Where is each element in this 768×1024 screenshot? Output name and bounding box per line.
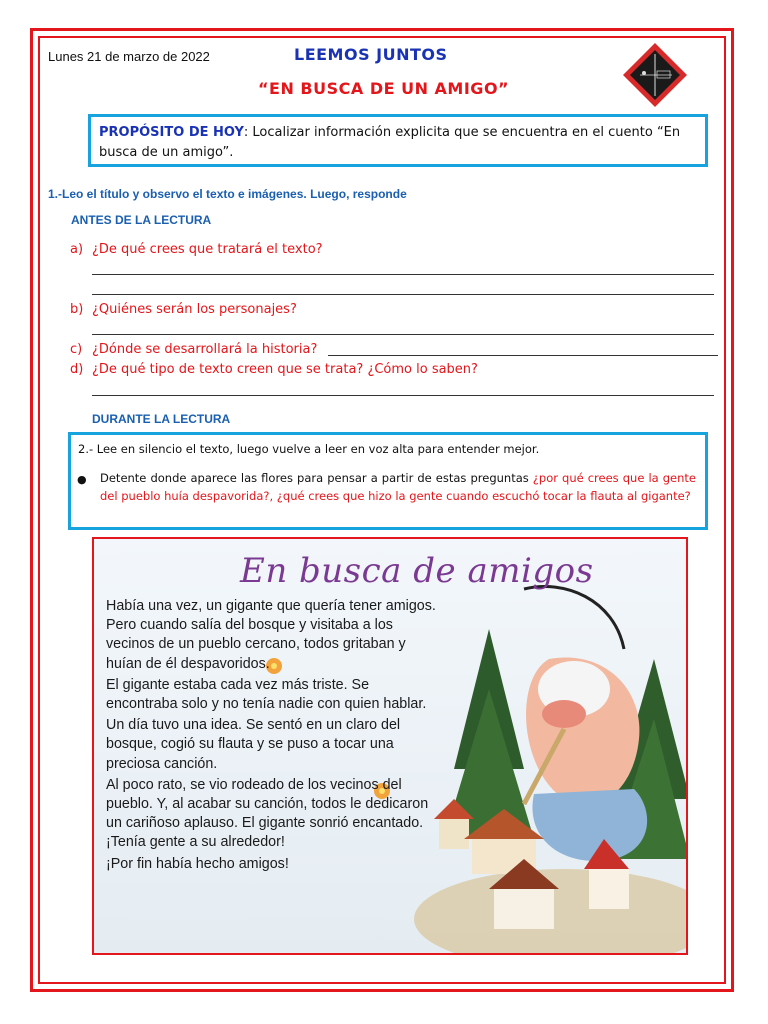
before-reading-heading: ANTES DE LA LECTURA	[71, 213, 212, 227]
story-paragraph: El gigante estaba cada vez más triste. Se encontraba solo y no tenía nadie con quien hablar.	[106, 676, 427, 713]
answer-line[interactable]	[92, 334, 714, 335]
story-paragraph: Al poco rato, se vio rodeado de los vecinos del pueblo. Y, al acabar su canción, todos le dedicaron un cariñoso aplauso. El gigante sonrió encantado. ¡Tenía gente a su alrededor!	[106, 776, 429, 851]
bullet-questions: ¿por qué crees que la gente del pueblo huía despavorida?, ¿qué crees que hizo la gente cuando escuchó tocar la flauta al gigante?	[100, 471, 696, 503]
step2-instruction: 2.- Lee en silencio el texto, luego vuelve a leer en voz alta para entender mejor.	[78, 442, 540, 456]
bullet-icon: ●	[77, 473, 87, 486]
story-title: En busca de amigos	[240, 551, 594, 591]
question-marker: a)	[70, 242, 84, 257]
question-marker: d)	[70, 362, 84, 377]
page-title: LEEMOS JUNTOS	[294, 45, 448, 64]
question-text: ¿Quiénes serán los personajes?	[92, 302, 297, 317]
story-paragraph: Un día tuvo una idea. Se sentó en un claro del bosque, cogió su flauta y se puso a tocar una preciosa canción.	[106, 717, 401, 772]
answer-line[interactable]	[92, 294, 714, 295]
answer-line[interactable]	[92, 274, 714, 275]
answer-line[interactable]	[92, 395, 714, 396]
question-text: ¿De qué crees que tratará el texto?	[92, 242, 323, 257]
story-paragraph: Había una vez, un gigante que quería tener amigos. Pero cuando salía del bosque y visitaba a los vecinos de un pueblo cercano, todos gritaban y huían de él despavoridos.	[106, 598, 436, 672]
story-body	[106, 597, 436, 876]
purpose-label: PROPÓSITO DE HOY	[99, 125, 244, 140]
question-text: ¿Dónde se desarrollará la historia?	[92, 342, 318, 357]
story-illustration	[92, 537, 688, 955]
step2-bullet-text	[100, 469, 696, 505]
question-text: ¿De qué tipo de texto creen que se trata? ¿Cómo lo saben?	[92, 362, 478, 377]
purpose-box	[88, 114, 708, 167]
question-marker: b)	[70, 302, 84, 317]
question-marker: c)	[70, 342, 83, 357]
story-paragraph: ¡Por fin había hecho amigos!	[106, 855, 289, 872]
date-label: Lunes 21 de marzo de 2022	[48, 49, 210, 64]
answer-line[interactable]	[328, 355, 718, 356]
story-heading: “EN BUSCA DE UN AMIGO”	[258, 79, 510, 98]
step1-instruction: 1.-Leo el título y observo el texto e imágenes. Luego, responde	[48, 187, 407, 201]
bullet-instruction: Detente donde aparece las flores para pensar a partir de estas preguntas	[100, 471, 533, 485]
during-reading-heading: DURANTE LA LECTURA	[92, 412, 231, 426]
purpose-text: : Localizar información explicita que se encuentra en el cuento “En busca de un amigo”.	[99, 125, 681, 160]
school-logo-icon	[622, 42, 688, 108]
